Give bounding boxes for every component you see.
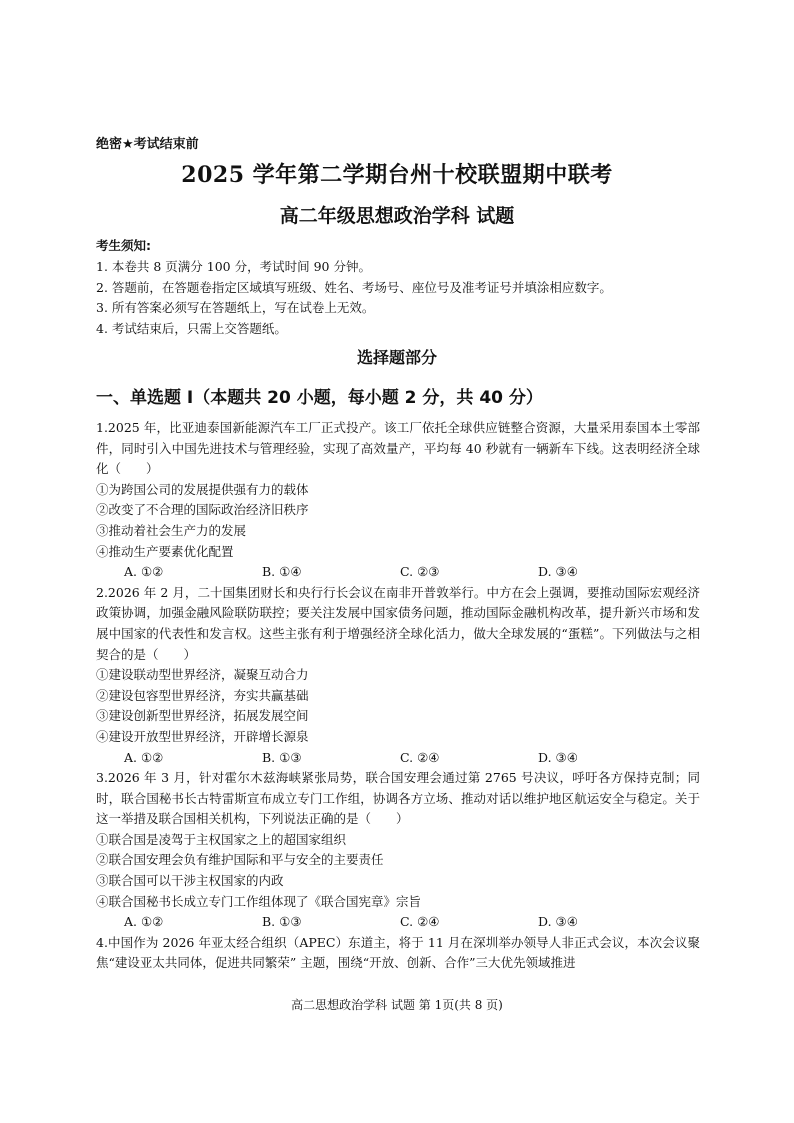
option-a: A. ①② — [124, 914, 164, 930]
answer-options — [96, 912, 700, 933]
question-item: ④推动生产要素优化配置 — [96, 543, 234, 559]
notice-item: 3. 所有答案必须写在答题纸上，写在试卷上无效。 — [96, 300, 375, 316]
option-c: C. ②③ — [400, 564, 440, 580]
option-c: C. ②④ — [400, 914, 440, 930]
part-title: 一、单选题 I（本题共 20 小题，每小题 2 分，共 40 分） — [96, 388, 543, 408]
question-stem: 3.2026 年 3 月，针对霍尔木兹海峡紧张局势，联合国安理会通过第 2765 号决议，呼吁各方保持克制；同时，联合国秘书长古特雷斯宣布成立专门工作组，协调各方立场、推动对话以维护地区航运安全与稳定。关于这一举措及联合国相关机构，下列说法正确的是（ ） — [96, 770, 700, 827]
option-d: D. ③④ — [538, 564, 578, 580]
page-footer: 高二思想政治学科 试题 第 1页(共 8 页) — [291, 998, 503, 1012]
section-title: 选择题部分 — [356, 348, 437, 367]
option-a: A. ①② — [124, 749, 164, 765]
notice-item: 1. 本卷共 8 页满分 100 分，考试时间 90 分钟。 — [96, 258, 371, 274]
answer-options — [96, 748, 700, 769]
option-b: B. ①③ — [262, 914, 302, 930]
option-b: B. ①④ — [262, 564, 302, 580]
question-list — [96, 418, 700, 974]
answer-options — [96, 562, 700, 583]
question-item: ④建设开放型世界经济，开辟增长源泉 — [96, 728, 309, 744]
candidate-notice — [96, 236, 706, 340]
confidential-label: 绝密★考试结束前 — [96, 137, 199, 152]
question-item: ③联合国可以干涉主权国家的内政 — [96, 873, 284, 889]
option-b: B. ①③ — [262, 749, 302, 765]
question-item: ②改变了不合理的国际政治经济旧秩序 — [96, 502, 309, 518]
question-item: ②建设包容型世界经济，夯实共赢基础 — [96, 687, 309, 703]
option-a: A. ①② — [124, 564, 164, 580]
question-item: ①建设联动型世界经济，凝聚互动合力 — [96, 667, 309, 683]
question-item: ②联合国安理会负有维护国际和平与安全的主要责任 — [96, 852, 384, 868]
question-stem: 2.2026 年 2 月，二十国集团财长和央行行长会议在南非开普敦举行。中方在会上强调，要推动国际宏观经济政策协调，加强金融风险联防联控；要关注发展中国家债务问题，推动国际金融机构改革，提升新兴市场和发展中国家的代表性和发言权。这些主张有利于增强经济全球化活力，做大全球发展的“蛋糕”。下列做法与之相契合的是（ ） — [96, 584, 700, 662]
question-stem: 4.中国作为 2026 年亚太经合组织（APEC）东道主，将于 11 月在深圳举办领导人非正式会议，本次会议聚焦“建设亚太共同体，促进共同繁荣” 主题，围绕“开放、创新、合作”三大优先领域推进 — [96, 934, 700, 971]
option-c: C. ②④ — [400, 749, 440, 765]
option-d: D. ③④ — [538, 749, 578, 765]
option-d: D. ③④ — [538, 914, 578, 930]
question-item: ①为跨国公司的发展提供强有力的载体 — [96, 481, 309, 497]
question-item: ③建设创新型世界经济，拓展发展空间 — [96, 708, 309, 724]
exam-subtitle: 高二年级思想政治学科 试题 — [279, 205, 515, 227]
notice-item: 2. 答题前，在答题卷指定区域填写班级、姓名、考场号、座位号及准考证号并填涂相应数字。 — [96, 279, 612, 295]
question-stem: 1.2025 年，比亚迪泰国新能源汽车工厂正式投产。该工厂依托全球供应链整合资源，大量采用泰国本土零部件，同时引入中国先进技术与管理经验，实现了高效量产，平均每 40 秒就有一辆新车下线。这表明经济全球化（ ） — [96, 420, 700, 477]
notice-heading: 考生须知: — [96, 238, 151, 253]
notice-item: 4. 考试结束后，只需上交答题纸。 — [96, 321, 287, 337]
question-item: ④联合国秘书长成立专门工作组体现了《联合国宪章》宗旨 — [96, 893, 422, 909]
question-item: ①联合国是凌驾于主权国家之上的超国家组织 — [96, 831, 347, 847]
exam-title: 2025 学年第二学期台州十校联盟期中联考 — [181, 162, 613, 188]
question-item: ③推动着社会生产力的发展 — [96, 522, 247, 538]
